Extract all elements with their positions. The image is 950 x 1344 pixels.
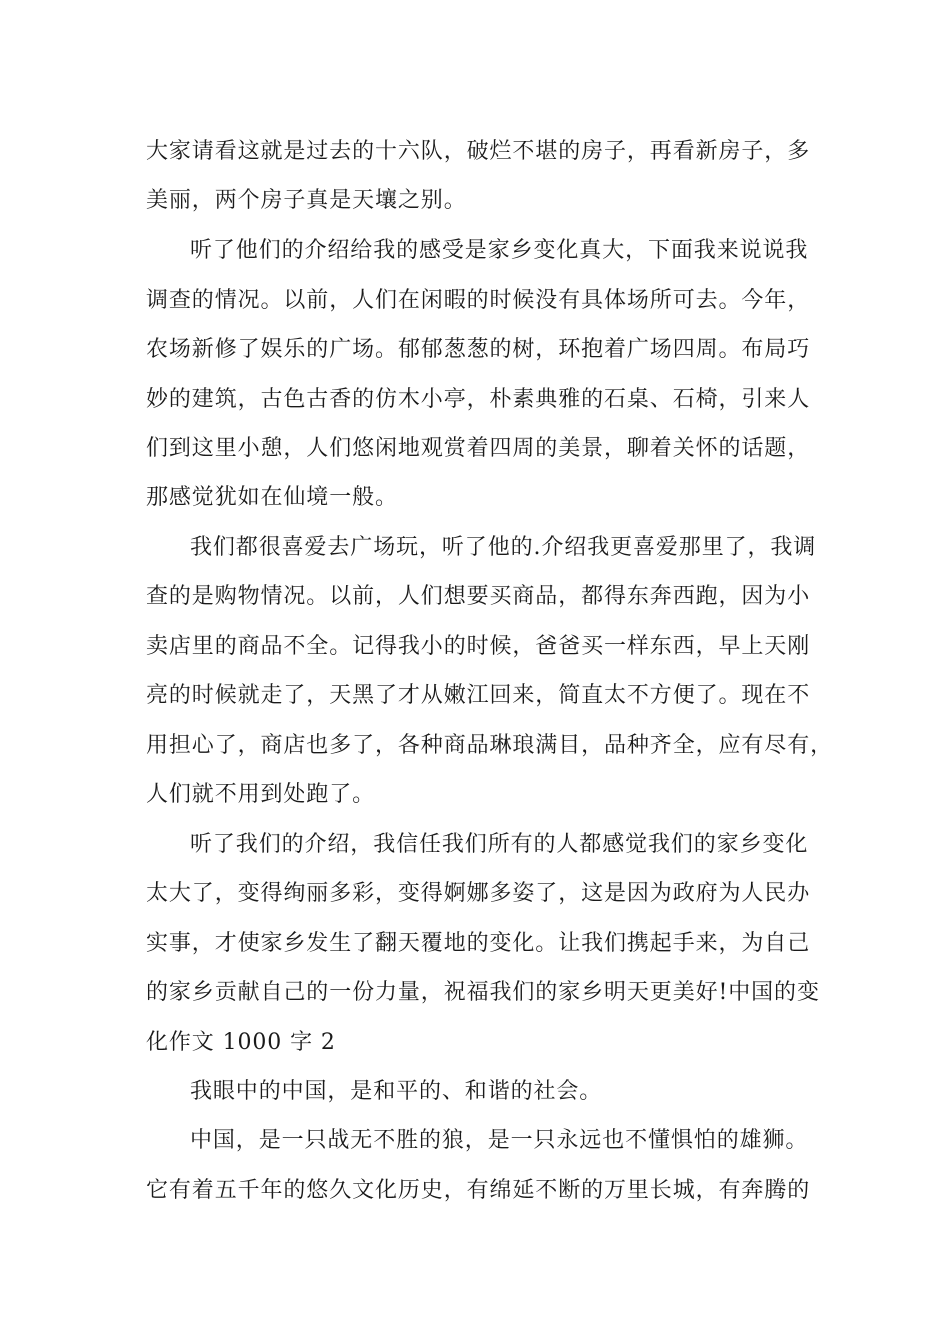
- text-line: 用担心了，商店也多了，各种商品琳琅满目，品种齐全，应有尽有，: [146, 733, 834, 758]
- text-line: 人们就不用到处跑了。: [146, 782, 376, 807]
- text-line: 大家请看这就是过去的十六队，破烂不堪的房子，再看新房子，多: [146, 139, 811, 164]
- paragraph-start-line: 我眼中的中国，是和平的、和谐的社会。: [190, 1079, 603, 1104]
- text-line: 美丽，两个房子真是天壤之别。: [146, 188, 467, 213]
- text-line: 农场新修了娱乐的广场。郁郁葱葱的树，环抱着广场四周。布局巧: [146, 337, 811, 362]
- text-line: 调查的情况。以前，人们在闲暇的时候没有具体场所可去。今年，: [146, 288, 811, 313]
- text-line: 太大了，变得绚丽多彩，变得婀娜多姿了，这是因为政府为人民办: [146, 881, 811, 906]
- text-line: 那感觉犹如在仙境一般。: [146, 485, 398, 510]
- text-line: 查的是购物情况。以前，人们想要买商品，都得东奔西跑，因为小: [146, 584, 811, 609]
- paragraph-start-line: 我们都很喜爱去广场玩，听了他的.介绍我更喜爱那里了，我调: [190, 535, 817, 560]
- paragraph-start-line: 中国，是一只战无不胜的狼，是一只永远也不懂惧怕的雄狮。: [190, 1128, 809, 1153]
- text-line: 亮的时候就走了，天黑了才从嫩江回来，简直太不方便了。现在不: [146, 683, 811, 708]
- text-line: 妙的建筑，古色古香的仿木小亭，朴素典雅的石桌、石椅，引来人: [146, 387, 811, 412]
- section-heading-line: 化作文 1000 字 2: [146, 1030, 336, 1055]
- text-line: 卖店里的商品不全。记得我小的时候，爸爸买一样东西，早上天刚: [146, 634, 811, 659]
- text-line: 它有着五千年的悠久文化历史，有绵延不断的万里长城，有奔腾的: [146, 1178, 811, 1203]
- paragraph-start-line: 听了他们的介绍给我的感受是家乡变化真大，下面我来说说我: [190, 238, 809, 263]
- paragraph-start-line: 听了我们的介绍，我信任我们所有的人都感觉我们的家乡变化: [190, 832, 809, 857]
- text-line: 实事，才使家乡发生了翻天覆地的变化。让我们携起手来，为自己: [146, 931, 811, 956]
- text-line: 们到这里小憩，人们悠闲地观赏着四周的美景，聊着关怀的话题，: [146, 436, 811, 461]
- text-line: 的家乡贡献自己的一份力量，祝福我们的家乡明天更美好!中国的变: [146, 980, 820, 1005]
